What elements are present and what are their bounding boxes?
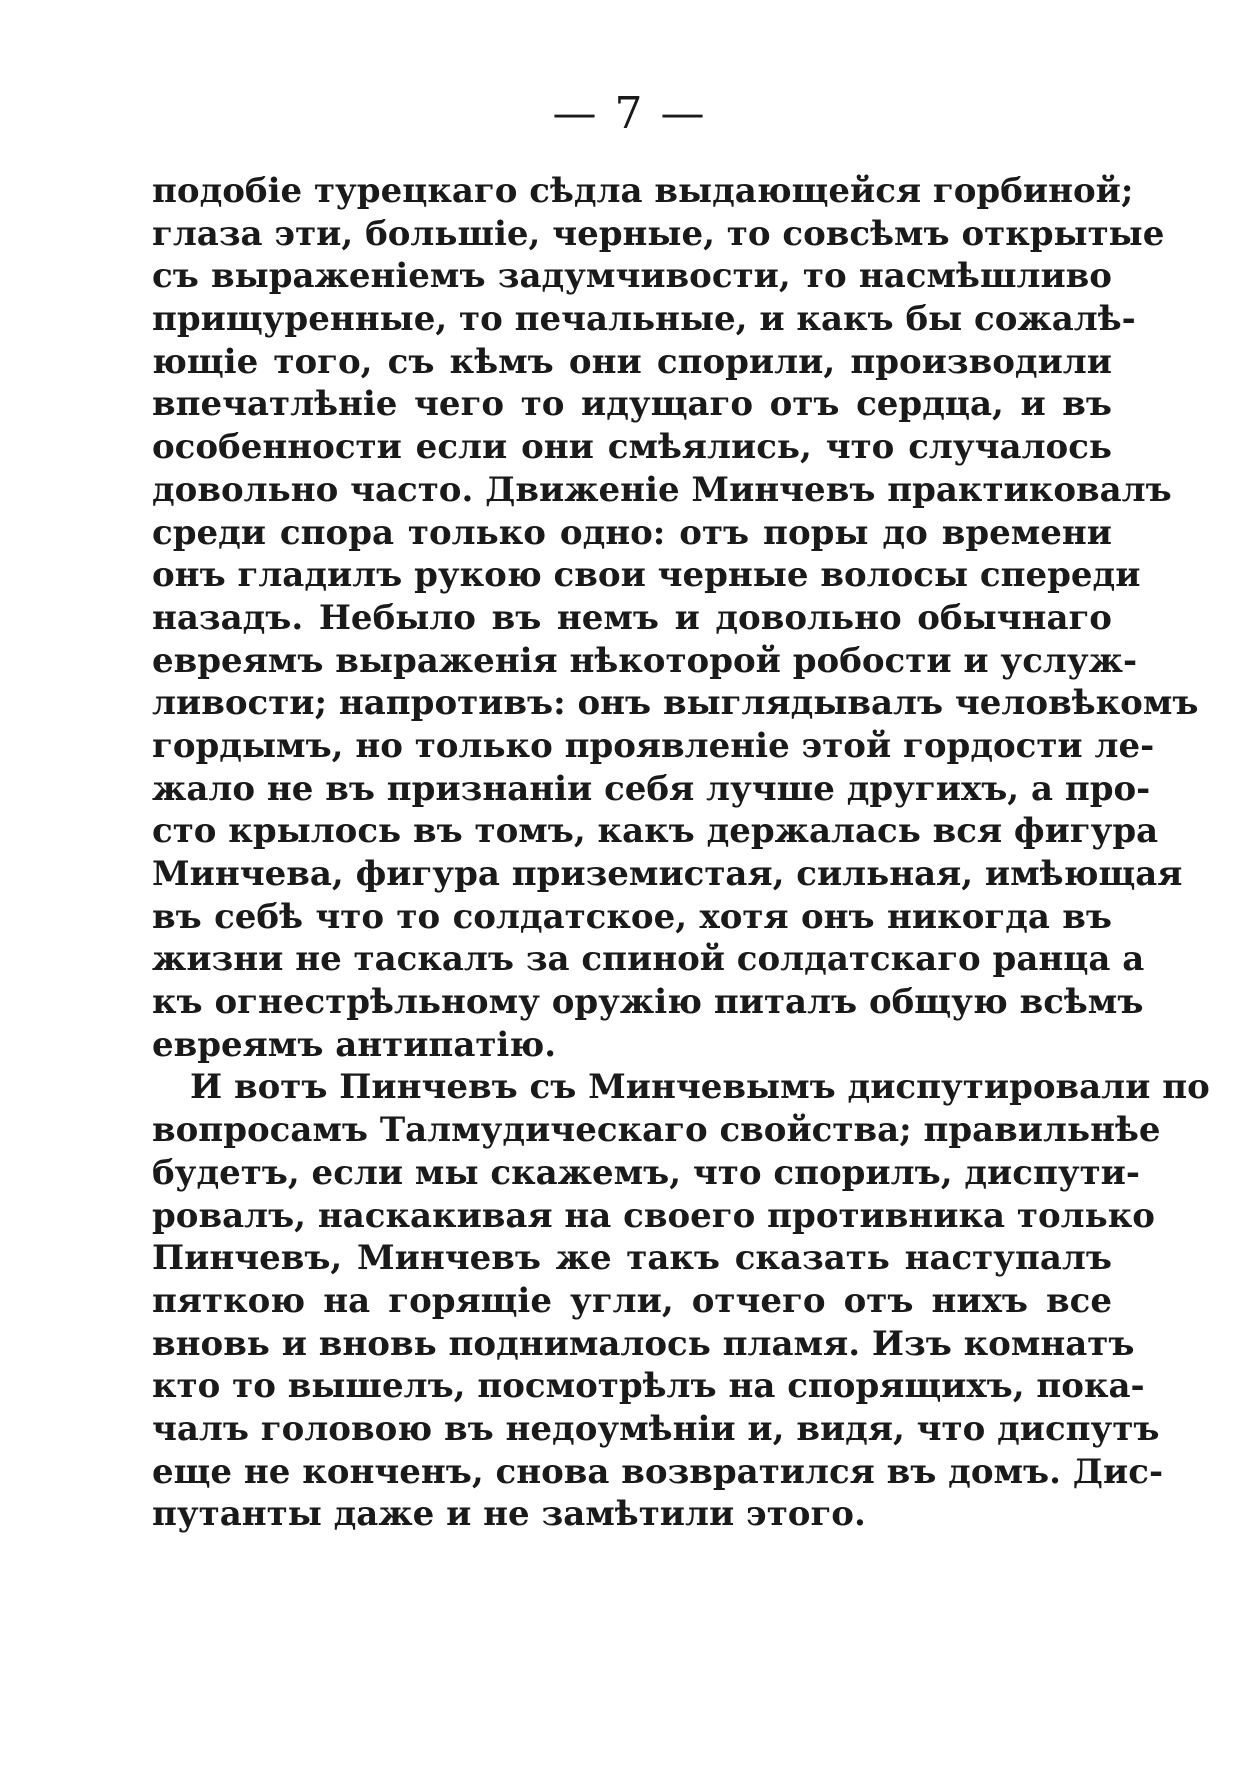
text-line: чалъ головою въ недоумѣніи и, видя, что диспутъ	[152, 1408, 1160, 1449]
body-text	[152, 170, 1210, 1536]
text-line: евреямъ выраженія нѣкоторой робости и услуж-	[152, 640, 1138, 681]
text-line: жизни не таскалъ за спиной солдатскаго ранца а	[152, 939, 1145, 980]
text-line: сто крылось въ томъ, какъ держалась вся фигура	[152, 811, 1159, 852]
text-line: вопросамъ Талмудическаго свойства; правильнѣе	[152, 1110, 1161, 1151]
text-line: Пинчевъ, Минчевъ же такъ сказать наступалъ	[152, 1238, 1112, 1279]
text-line: Минчева, фигура приземистая, сильная, имѣющая	[152, 854, 1183, 894]
text-line: впечатлѣніе чего то идущаго отъ сердца, и въ	[152, 384, 1112, 425]
text-line: гордымъ, но только проявленіе этой гордости ле-	[152, 725, 1155, 766]
text-line: И вотъ Пинчевъ съ Минчевымъ диспутировали по	[190, 1067, 1210, 1108]
text-line: пяткою на горящіе угли, отчего отъ нихъ все	[152, 1280, 1112, 1321]
text-line: вновь и вновь поднималось пламя. Изъ комнатъ	[152, 1323, 1135, 1364]
text-line: путанты даже и не замѣтили этого.	[152, 1494, 866, 1535]
paragraph	[152, 170, 1199, 1066]
text-line: среди спора только одно: отъ поры до времени	[152, 512, 1112, 553]
text-line: будетъ, если мы скажемъ, что спорилъ, диспути-	[152, 1152, 1140, 1193]
text-line: съ выраженіемъ задумчивости, то насмѣшливо	[152, 256, 1112, 297]
text-line: онъ гладилъ рукою свои черные волосы спереди	[152, 555, 1141, 596]
text-line: глаза эти, большіе, черные, то совсѣмъ открытые	[152, 213, 1165, 254]
text-line: евреямъ антипатію.	[152, 1024, 557, 1065]
page-number: — 7 —	[552, 88, 707, 139]
text-line: еще не конченъ, снова возвратился въ домъ. Дис-	[152, 1451, 1164, 1492]
text-line: ющіе того, съ кѣмъ они спорили, производили	[152, 341, 1112, 382]
text-line: кто то вышелъ, посмотрѣлъ на спорящихъ, пока-	[152, 1366, 1145, 1407]
text-line: въ себѣ что то солдатское, хотя онъ никогда въ	[152, 896, 1112, 937]
text-line: ливости; напротивъ: онъ выглядывалъ человѣкомъ	[152, 683, 1199, 724]
text-line: довольно часто. Движеніе Минчевъ практиковалъ	[152, 469, 1172, 510]
paragraph	[152, 1066, 1210, 1536]
text-line: къ огнестрѣльному оружію питалъ общую всѣмъ	[152, 982, 1144, 1023]
text-line: особенности если они смѣялись, что случалось	[152, 427, 1112, 468]
text-line: жало не въ признаніи себя лучше другихъ, а про-	[152, 768, 1151, 809]
text-line: подобіе турецкаго сѣдла выдающейся горбиной;	[152, 171, 1134, 211]
text-line: назадъ. Небыло въ немъ и довольно обычнаго	[152, 597, 1112, 638]
text-line: прищуренные, то печальные, и какъ бы сожалѣ-	[152, 299, 1136, 340]
text-line: ровалъ, наскакивая на своего противника только	[152, 1195, 1155, 1236]
